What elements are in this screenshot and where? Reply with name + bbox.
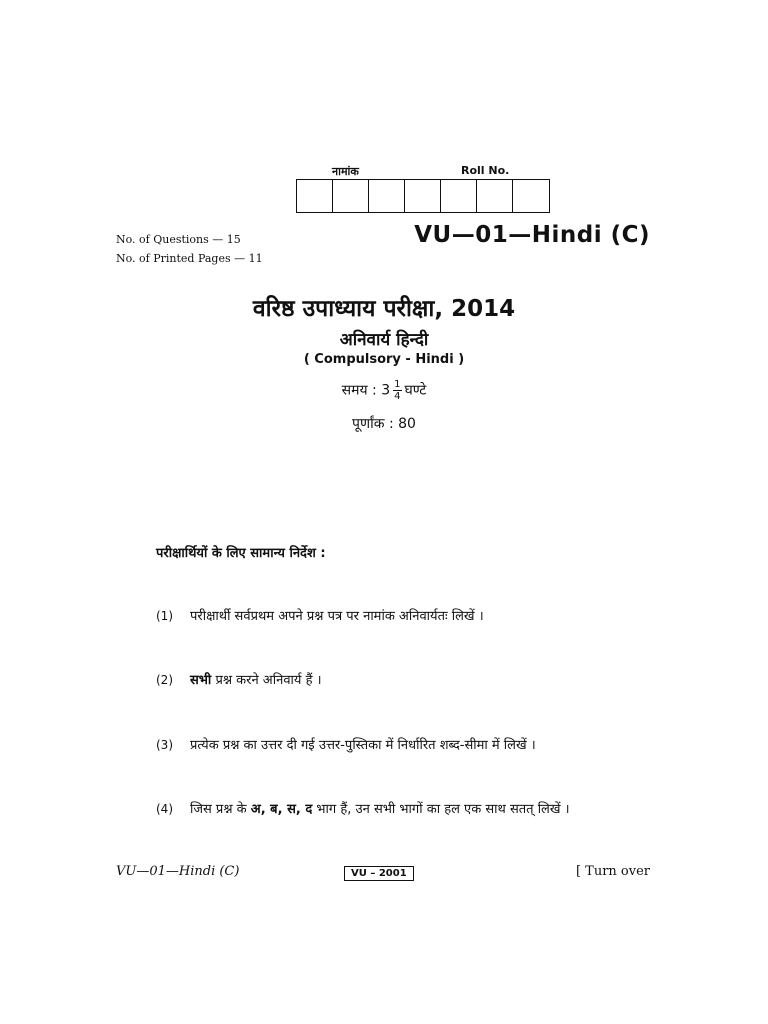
turn-over: [ Turn over <box>575 864 650 879</box>
instruction-text: प्रत्येक प्रश्न का उत्तर दी गई उत्तर-पुस्तिका में निर्धारित शब्द-सीमा में लिखें । <box>190 738 536 753</box>
instruction-item <box>156 735 536 753</box>
instruction-item <box>156 670 322 688</box>
time-fraction <box>393 379 401 402</box>
instruction-item <box>156 799 570 817</box>
roll-cell[interactable] <box>369 180 405 212</box>
instruction-emphasis: सभी <box>190 673 212 688</box>
roll-label-hindi: नामांक <box>332 165 359 178</box>
instruction-text: प्रश्न करने अनिवार्य हैं । <box>215 673 322 688</box>
subject-english: ( Compulsory - Hindi ) <box>303 352 465 367</box>
instruction-number: (2) <box>156 673 173 687</box>
subject-hindi: अनिवार्य हिन्दी <box>339 330 429 350</box>
roll-label-english: Roll No. <box>461 164 510 177</box>
time-prefix: समय : 3 <box>341 382 391 399</box>
roll-cell[interactable] <box>333 180 369 212</box>
roll-cell[interactable] <box>477 180 513 212</box>
instruction-emphasis: अ, ब, स, द <box>250 802 313 817</box>
footer-series-box: VU – 2001 <box>344 866 414 881</box>
roll-number-boxes[interactable] <box>296 179 550 213</box>
page-count: No. of Printed Pages — 11 <box>116 252 263 265</box>
instructions-heading: परीक्षार्थियों के लिए सामान्य निर्देश : <box>156 546 326 561</box>
fraction-denominator: 4 <box>394 391 401 402</box>
time-allowed <box>0 379 768 402</box>
instruction-number: (4) <box>156 802 173 816</box>
question-count: No. of Questions — 15 <box>116 233 241 246</box>
roll-cell[interactable] <box>513 180 549 212</box>
page-title: वरिष्ठ उपाध्याय परीक्षा, 2014 <box>252 296 516 322</box>
roll-cell[interactable] <box>441 180 477 212</box>
footer-paper-code: VU—01—Hindi (C) <box>116 864 240 879</box>
fraction-numerator: 1 <box>394 379 401 390</box>
time-suffix: घण्टे <box>404 382 427 399</box>
roll-cell[interactable] <box>297 180 333 212</box>
instruction-number: (3) <box>156 738 173 752</box>
instruction-text: परीक्षार्थी सर्वप्रथम अपने प्रश्न पत्र पर नामांक अनिवार्यतः लिखें । <box>190 609 484 624</box>
instruction-number: (1) <box>156 609 173 623</box>
paper-code: VU—01—Hindi (C) <box>414 222 650 248</box>
roll-cell[interactable] <box>405 180 441 212</box>
max-marks: पूर्णांक : 80 <box>352 416 416 432</box>
instruction-item <box>156 606 484 624</box>
instruction-text-pre: जिस प्रश्न के <box>190 802 247 817</box>
instruction-text: भाग हैं, उन सभी भागों का हल एक साथ सतत् लिखें । <box>316 802 570 817</box>
